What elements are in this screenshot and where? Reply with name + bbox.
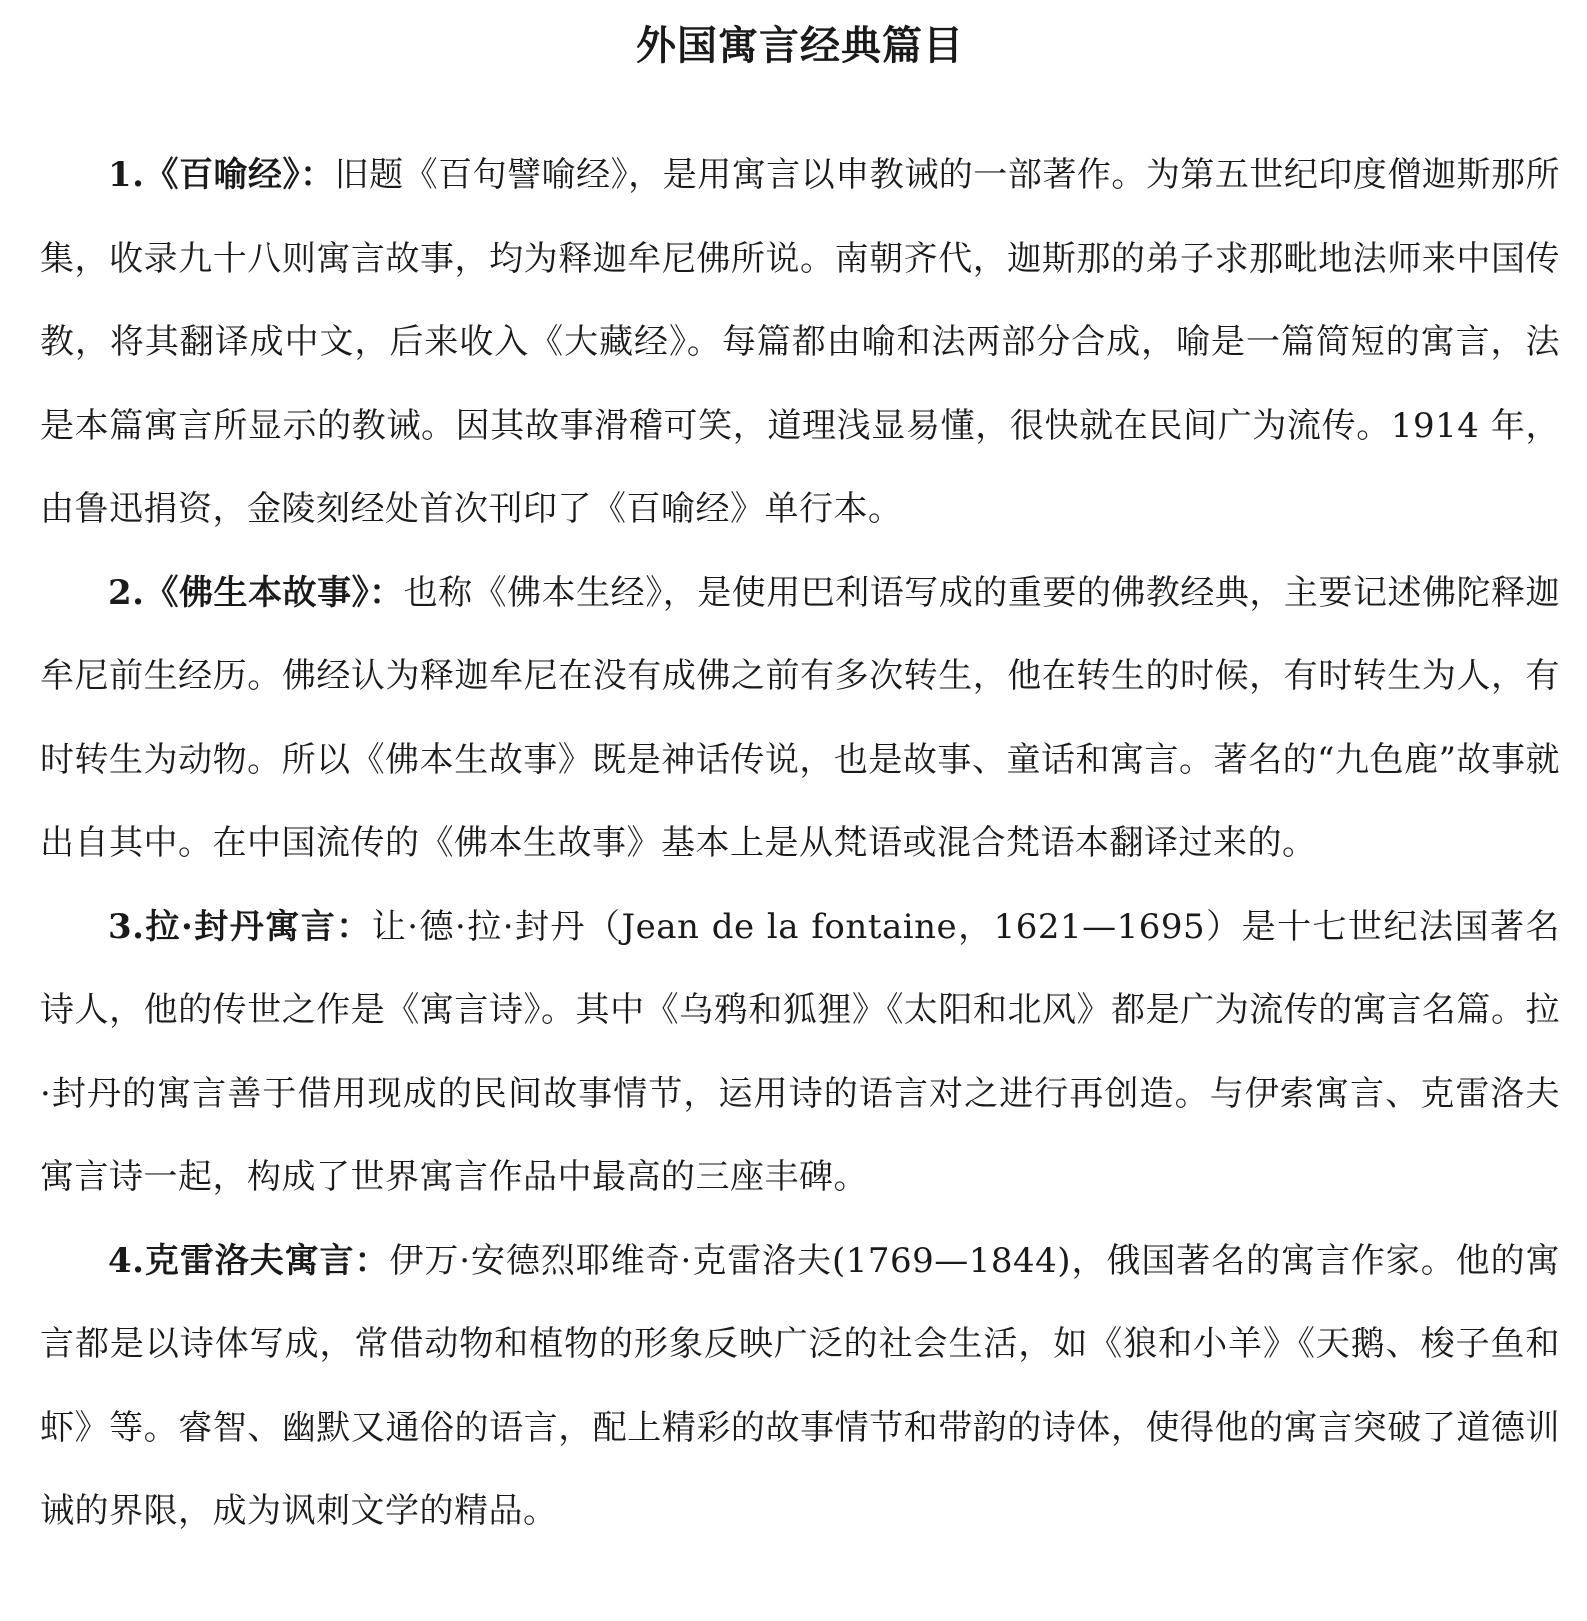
paragraph-body: 伊万·安德烈耶维奇·克雷洛夫(1769—1844)，俄国著名的寓言作家。他的寓言都是以诗体写成，常借动物和植物的形象反映广泛的社会生活，如《狼和小羊》《天鹅、梭子鱼和虾》等。睿智、幽默又通俗的语言，配上精彩的故事情节和带韵的诗体，使得他的寓言突破了道德训诫的界限，成为讽刺文学的精品。: [40, 1240, 1561, 1531]
paragraph-lafontaine: [40, 886, 1560, 1220]
paragraph-krylov: [40, 1220, 1560, 1554]
paragraph-baiyujing: [40, 134, 1560, 552]
paragraph-heading: 3.拉·封丹寓言：: [108, 906, 372, 947]
paragraph-body: 也称《佛本生经》，是使用巴利语写成的重要的佛教经典，主要记述佛陀释迦牟尼前生经历。佛经认为释迦牟尼在没有成佛之前有多次转生，他在转生的时候，有时转生为人，有时转生为动物。所以《佛本生故事》既是神话传说，也是故事、童话和寓言。著名的“九色鹿”故事就出自其中。在中国流传的《佛本生故事》基本上是从梵语或混合梵语本翻译过来的。: [40, 572, 1560, 863]
paragraph-fobensheng: [40, 552, 1560, 886]
page-title: 外国寓言经典篇目: [636, 22, 964, 69]
paragraph-body: 旧题《百句譬喻经》，是用寓言以申教诫的一部著作。为第五世纪印度僧迦斯那所集，收录九十八则寓言故事，均为释迦牟尼佛所说。南朝齐代，迦斯那的弟子求那毗地法师来中国传教，将其翻译成中文，后来收入《大藏经》。每篇都由喻和法两部分合成，喻是一篇简短的寓言，法是本篇寓言所显示的教诫。因其故事滑稽可笑，道理浅显易懂，很快就在民间广为流传。1914 年，由鲁迅捐资，金陵刻经处首次刊印了《百喻经》单行本。: [40, 155, 1560, 529]
paragraph-heading: 4.克雷洛夫寓言：: [108, 1240, 390, 1281]
paragraph-heading: 1.《百喻经》：: [108, 155, 335, 195]
paragraph-heading: 2.《佛生本故事》：: [108, 572, 404, 613]
document-page: [40, 18, 1560, 1554]
paragraph-body: 让·德·拉·封丹（Jean de la fontaine，1621—1695）是十七世纪法国著名诗人，他的传世之作是《寓言诗》。其中《乌鸦和狐狸》《太阳和北风》都是广为流传的寓言名篇。拉·封丹的寓言善于借用现成的民间故事情节，运用诗的语言对之进行再创造。与伊索寓言、克雷洛夫寓言诗一起，构成了世界寓言作品中最高的三座丰碑。: [40, 906, 1560, 1197]
